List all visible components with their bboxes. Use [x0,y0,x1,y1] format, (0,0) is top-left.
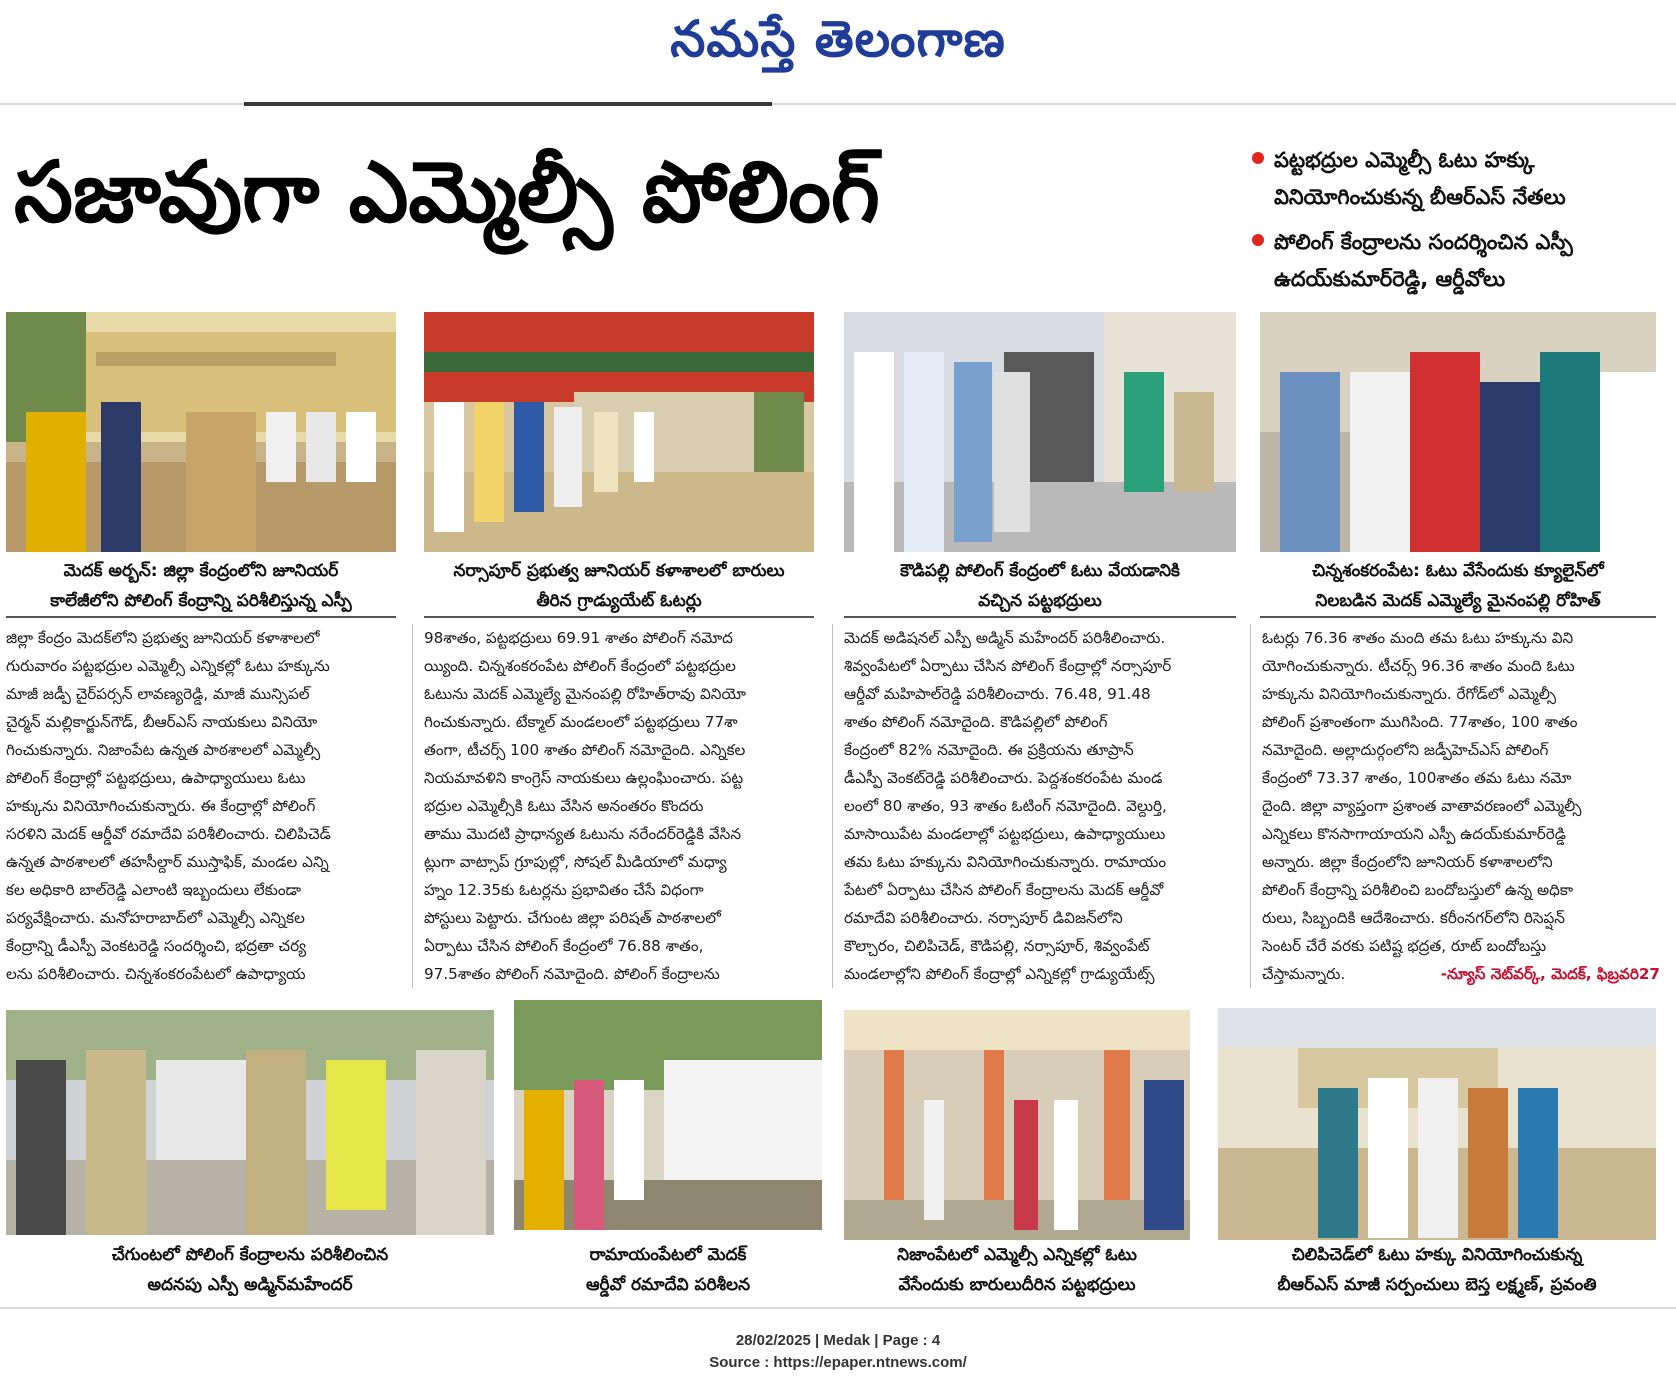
article-line: తంగా, టీచర్స్ 100 శాతం పోలింగ్ నమోదైంది. ఎన్నికల [424,741,746,759]
article-line: కౌల్చారం, చిలిపిచెడ్, కౌడిపల్లి, నర్సాపూర్, శివ్వంపేట్ [844,937,1150,955]
article-line: పర్యవేక్షించారు. మనోహరాబాద్‌లో ఎమ్మెల్సీ ఎన్నికల [6,909,305,927]
article-line: రమాదేవి పరిశీలించారు. నర్సాపూర్ డివిజన్‌లోని [844,909,1123,927]
article-line: గించుకున్నారు. నిజాంపేట ఉన్నత పాఠశాలలో ఎమ్మెల్సీ [6,741,321,759]
caption-line: కాలేజీలోని పోలింగ్ కేంద్రాన్ని పరిశీలిస్తున్న ఎస్పీ [50,591,352,611]
article-line: య్యింది. చిన్నశంకరంపేట పోలింగ్ కేంద్రంలో పట్టభద్రుల [424,657,736,675]
article-line: మండలాల్లోని పోలింగ్ కేంద్రాల్లో ఎన్నికల్లో గ్రాడ్యుయేట్స్ [844,965,1155,983]
byline-text: -న్యూస్ నెట్‌వర్క్, మెదక్, ఫిబ్రవరి27 [1440,965,1660,983]
caption-line: తీరిన గ్రాడ్యుయేట్ ఓటర్లు [536,591,702,611]
column-divider [832,624,833,988]
article-line: సరళిని మెదక్ ఆర్డీవో రమాదేవి పరిశీలించారు. చిలిపిచెడ్ [6,825,331,843]
article-line: హ్నం 12.35కు ఓటర్లను ప్రభావితం చేసే విధంగా [424,881,704,899]
article-line: పోలింగ్ ప్రశాంతంగా ముగిసింది. 77శాతం, 100 శాతం [1262,713,1578,731]
caption-photo-1 [6,556,396,616]
article-line: లంలో 80 శాతం, 93 శాతం ఓటింగ్ నమోదైంది. వెల్దుర్తి, [844,797,1167,815]
footer [0,1330,1676,1374]
footer-date-page: 28/02/2025 | Medak | Page : 4 [735,1332,941,1349]
bullet-line: పట్టభద్రుల ఎమ్మెల్సీ ఓటు హక్కు [1274,148,1535,172]
article-line: గురువారం పట్టభద్రుల ఎమ్మెల్సీ ఎన్నికల్లో ఓటు హక్కును [6,657,330,675]
photo-chinna-shankarampet-mla [1260,312,1656,552]
article-line: చైర్మన్ మల్లికార్జున్‌గౌడ్, బీఆర్ఎస్ నాయకులు వినియో [6,713,318,731]
caption-line: చేగుంటలో పోలింగ్ కేంద్రాలను పరిశీలించిన [111,1245,389,1265]
article-line: శాతం పోలింగ్ నమోదైంది. కౌడిపల్లిలో పోలింగ్ [844,713,1108,731]
article-line: 98శాతం, పట్టభద్రులు 69.91 శాతం పోలింగ్ నమోద [424,629,733,647]
photo-chilipiched-voters [1218,1008,1656,1240]
bullet-dot-icon [1252,152,1264,164]
article-line: ఓటును మెదక్ ఎమ్మెల్యే మైనంపల్లి రోహిత్‌రావు వినియో [424,685,746,703]
article-line: ఉన్నత పాఠశాలలో తహసీల్దార్ ముస్తాఫిక్, మండల ఎన్ని [6,853,329,871]
bullet-line: పోలింగ్ కేంద్రాలను సందర్శించిన ఎస్పీ [1274,230,1573,254]
caption-rule [1260,616,1656,618]
article-column-2 [424,624,820,988]
column-divider [412,624,413,988]
article-line: రులు, సిబ్బందికి ఆదేశించారు. కరీంనగర్‌లోని రిసెప్షన్ [1262,909,1565,927]
headline: సజావుగా ఎమ్మెల్సీ పోలింగ్ [14,143,880,241]
newspaper-logo: నమస్తే తెలంగాణ [670,10,1006,68]
caption-photo-2 [424,556,814,616]
caption-photo-3 [844,556,1236,616]
caption-photo-5 [6,1240,494,1300]
article-line: ఆర్డీవో మహిపాల్‌రెడ్డి పరిశీలించారు. 76.48, 91.48 [844,685,1151,703]
caption-line: వచ్చిన పట్టభద్రులు [978,591,1102,611]
caption-photo-7 [844,1240,1190,1300]
caption-rule [844,616,1236,618]
article-line: నమోదైంది. అల్లాదుర్గంలోని జడ్పీహెచ్ఎస్ పోలింగ్ [1262,741,1549,759]
footer-divider [0,1307,1676,1309]
photo-chegunta-police [6,1010,494,1235]
bullet-item [1250,142,1670,216]
article-line: మెదక్ అడిషనల్ ఎస్పీ అడ్మిన్ మహేందర్ పరిశీలించారు. [844,629,1166,647]
article-line: నియమావళిని కాంగ్రెస్ నాయకులు ఉల్లంఘించారు. పట్ట [424,769,744,787]
article-line: భద్రుల ఎమ్మెల్సీకి ఓటు వేసిన అనంతరం కొందరు [424,797,704,815]
caption-line: కౌడిపల్లి పోలింగ్ కేంద్రంలో ఓటు వేయడానికి [900,561,1180,581]
article-line: తమ ఓటు హక్కును వినియోగించుకున్నారు. రామాయం [844,853,1167,871]
caption-line: ఆర్డీవో రమాదేవి పరిశీలన [585,1275,751,1295]
caption-photo-4 [1260,556,1656,616]
caption-line: నిజాంపేటలో ఎమ్మెల్సీ ఎన్నికల్లో ఓటు [897,1245,1137,1265]
caption-line: మెదక్ అర్బన్: జిల్లా కేంద్రంలోని జూనియర్ [63,561,339,581]
bullet-line: ఉదయ్‌కుమార్‌రెడ్డి, ఆర్డీవోలు [1274,267,1506,291]
caption-line: నిలబడిన మెదక్ ఎమ్మెల్యే మైనంపల్లి రోహిత్ [1315,591,1601,611]
article-line: ఏర్పాటు చేసిన పోలింగ్ కేంద్రంలో 76.88 శాతం, [424,937,704,955]
article-line: యోగించుకున్నారు. టీచర్స్ 96.36 శాతం మంది ఓటు [1262,657,1575,675]
column-divider [1250,624,1251,988]
article-line: చేస్తామన్నారు. [1262,965,1346,983]
caption-rule [424,616,814,618]
article-line: పోలింగ్ కేంద్రాన్ని పరిశీలించి బందోబస్తులో ఉన్న అధికా [1262,881,1574,899]
article-line: అన్నారు. జిల్లా కేంద్రంలోని జూనియర్ కళాశాలలోని [1262,853,1553,871]
article-line: హక్కును వినియోగించుకున్నారు. రేగోడ్‌లో ఎమ్మెల్సీ [1262,685,1557,703]
article-line: పేటలో ఏర్పాటు చేసిన పోలింగ్ కేంద్రాలను మెదక్ ఆర్డీవో [844,881,1164,899]
article-line: కేంద్రంలో 82% నమోదైంది. ఈ ప్రక్రియను తూప్రాన్ [844,741,1134,759]
article-line: ఓటర్లు 76.36 శాతం మంది తమ ఓటు హక్కును విని [1262,629,1574,647]
caption-line: చిలిపిచెడ్‌లో ఓటు హక్కు వినియోగించుకున్న [1291,1245,1583,1265]
article-line: దైంది. జిల్లా వ్యాప్తంగా ప్రశాంత వాతావరణంలో ఎమ్మెల్సీ [1262,797,1582,815]
article-line: తాము మొదటి ప్రాధాన్యత ఓటును నరేందర్‌రెడ్డికి వేసిన [424,825,741,843]
caption-line: చిన్నశంకరంపేట: ఓటు వేసేందుకు క్యూలైన్‌లో [1312,561,1604,581]
article-line: మాజీ జడ్పీ చైర్‌పర్సన్ లావణ్యరెడ్డి, మాజీ మున్సిపల్ [6,685,310,703]
article-line: జిల్లా కేంద్రం మెదక్‌లోని ప్రభుత్వ జూనియర్ కళాశాలలో [6,629,320,647]
photo-nizampet-queue [844,1010,1190,1240]
highlight-bullets [1250,142,1670,306]
article-line: హక్కును వినియోగించుకున్నారు. ఈ కేంద్రాల్లో పోలింగ్ [6,797,316,815]
article-line: కల అధికారి బాల్‌రెడ్డి ఎలాంటి ఇబ్బందులు లేకుండా [6,881,302,899]
article-line: సెంటర్ చేరే వరకు పటిష్ట భద్రత, రూట్ బందోబస్తు [1262,937,1547,955]
article-line: 97.5శాతం పోలింగ్ నమోదైంది. పోలింగ్ కేంద్రాలను [424,965,720,983]
article-line: ఎన్నికలు కొనసాగాయాయని ఎస్పీ ఉదయ్‌కుమార్‌రెడ్డి [1262,825,1567,843]
article-line: పోలింగ్ కేంద్రాల్లో పట్టభద్రులు, ఉపాధ్యాయులు ఓటు [6,769,306,787]
article-line: లను పరిశీలించారు. చిన్నశంకరంపేటలో ఉపాధ్యాయ [6,965,306,983]
photo-ramayampet-rdo [514,1000,822,1230]
article-line: కేంద్రంలో 73.37 శాతం, 100శాతం తమ ఓటు నమో [1262,769,1572,787]
caption-line: రామాయంపేటలో మెదక్ [589,1245,747,1265]
caption-line: వేసేందుకు బారులుదీరిన పట్టభద్రులు [898,1275,1136,1295]
article-column-3 [844,624,1240,988]
bullet-item [1250,224,1670,298]
article-line: శివ్వంపేటలో ఏర్పాటు చేసిన పోలింగ్ కేంద్రాల్లో నర్సాపూర్ [844,657,1172,675]
masthead [0,0,1676,100]
caption-photo-8 [1218,1240,1656,1300]
caption-line: బీఆర్ఎస్ మాజీ సర్పంచులు బెస్త లక్ష్మణ్, ప్రవంతి [1277,1275,1597,1295]
caption-line: నర్సాపూర్ ప్రభుత్వ జూనియర్ కళాశాలలో బారులు [453,561,785,581]
article-line: డీఎస్పీ వెంకట్‌రెడ్డి పరిశీలించారు. పెద్దశంకరంపేట మండ [844,769,1163,787]
footer-source: Source : https://epaper.ntnews.com/ [709,1354,967,1371]
article-byline [1410,960,1660,988]
article-column-4 [1262,624,1658,988]
caption-line: అదనపు ఎస్పీ అడ్మిన్‌మహేందర్ [147,1275,353,1295]
photo-kowdipalli-voters [844,312,1236,552]
photo-medak-urban [6,312,396,552]
article-line: ట్లుగా వాట్సాప్ గ్రూపుల్లో, సోషల్ మీడియాలో మధ్యా [424,853,727,871]
article-line: పోస్టులు పెట్టారు. చేగుంట జిల్లా పరిషత్ పాఠశాలలో [424,909,721,927]
article-line: కేంద్రాన్ని డీఎస్పీ వెంకటరెడ్డి సందర్శించి, భద్రతా చర్య [6,937,307,955]
caption-photo-6 [514,1240,822,1300]
article-line: గించుకున్నారు. టేక్మాల్ మండలంలో పట్టభద్రులు 77శా [424,713,738,731]
bullet-line: వినియోగించుకున్న బీఆర్ఎస్ నేతలు [1274,185,1566,209]
article-column-1 [6,624,402,988]
article-line: మాసాయిపేట మండలాల్లో పట్టభద్రులు, ఉపాధ్యాయులు [844,825,1166,843]
masthead-divider-accent [244,102,772,106]
caption-rule [6,616,396,618]
bullet-dot-icon [1252,234,1264,246]
photo-narsapur-queue [424,312,814,552]
